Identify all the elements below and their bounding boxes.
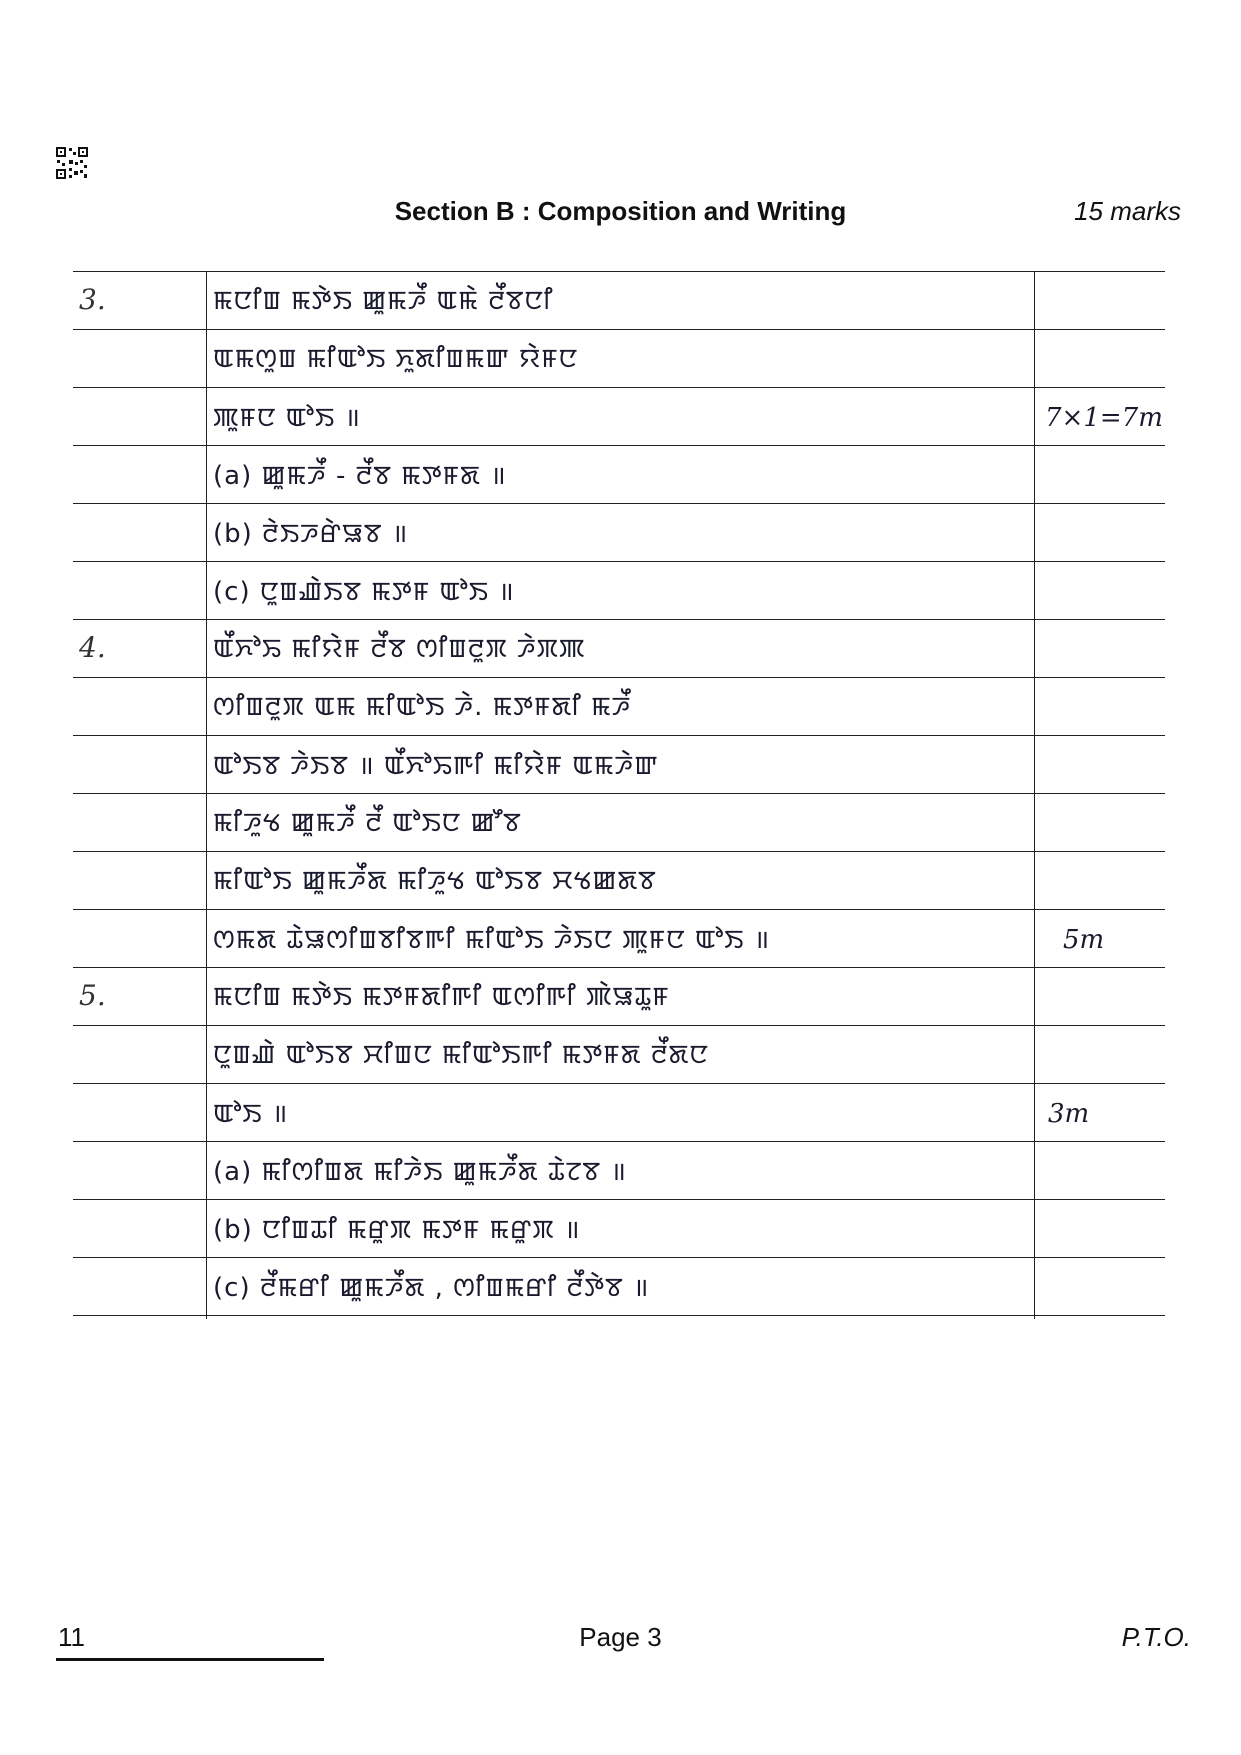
answer-line: (a) ꯃꯤꯁꯤꯡꯗ ꯃꯤꯍꯥꯏ ꯀꯨꯃꯍꯩꯗ ꯊꯥꯖꯕ ॥ bbox=[213, 1156, 627, 1187]
answer-sheet bbox=[73, 271, 1165, 1319]
answer-line: (b) ꯂꯥꯏꯍꯔꯥꯎꯕ ॥ bbox=[213, 518, 409, 549]
awarded-marks: 5m bbox=[1063, 925, 1105, 955]
qr-code-icon bbox=[55, 146, 89, 180]
awarded-marks: 7×1=7m bbox=[1045, 403, 1163, 433]
footer-rule bbox=[56, 1658, 324, 1661]
answer-line: (b) ꯅꯤꯡꯊꯤ ꯃꯔꯨꯞ ꯃꯇꯝ ꯃꯔꯨꯞ ॥ bbox=[213, 1214, 581, 1245]
question-number: 5. bbox=[79, 979, 106, 1012]
awarded-marks: 3m bbox=[1048, 1099, 1090, 1129]
pto-label: P.T.O. bbox=[1121, 1622, 1191, 1652]
answer-line: ꯑꯣꯏꯕ ꯍꯥꯏꯕ ॥ ꯑꯩꯈꯣꯢꯒꯤ ꯃꯤꯌꯥꯝ ꯑꯃꯍꯥꯛ bbox=[213, 750, 659, 781]
answer-line: (a) ꯀꯨꯃꯍꯩ - ꯂꯩꯕ ꯃꯇꯝꯗ ॥ bbox=[213, 460, 507, 491]
question-number: 3. bbox=[79, 283, 106, 316]
answer-line: (c) ꯅꯨꯡꯉꯥꯏꯕ ꯃꯇꯝ ꯑꯣꯏ ॥ bbox=[213, 576, 515, 607]
answer-line: ꯅꯨꯡꯉꯥ ꯑꯣꯏꯕ ꯆꯤꯡꯅ ꯃꯤꯑꯣꯏꯒꯤ ꯃꯇꯝꯗ ꯂꯩꯗꯅ bbox=[213, 1040, 709, 1070]
answer-line: ꯁꯃꯗ ꯊꯥꯎꯁꯤꯡꯕꯤꯕꯒꯤ ꯃꯤꯑꯣꯏ ꯍꯥꯏꯅ ꯄꯨꯝꯅ ꯑꯣꯏ ॥ bbox=[213, 924, 771, 955]
paper-code: 11 bbox=[58, 1622, 85, 1652]
answer-line: ꯑꯣꯏ ॥ bbox=[213, 1098, 289, 1129]
answer-line: ꯃꯤꯑꯣꯏ ꯀꯨꯃꯍꯩꯗ ꯃꯤꯍꯨꯠ ꯑꯣꯏꯕ ꯆꯠꯀꯗꯕ bbox=[213, 866, 657, 896]
answer-line: ꯃꯅꯤꯡ ꯃꯇꯥꯏ ꯃꯇꯝꯗꯤꯒꯤ ꯑꯁꯤꯒꯤ ꯄꯥꯎꯊꯨꯝ bbox=[213, 982, 670, 1012]
answer-line: (c) ꯂꯩꯃꯔꯤ ꯀꯨꯃꯍꯩꯗ , ꯁꯤꯡꯃꯔꯤ ꯂꯩꯇꯥꯕ ॥ bbox=[213, 1272, 650, 1303]
answer-line: ꯑꯩꯈꯣꯢ ꯃꯤꯌꯥꯝ ꯂꯩꯕ ꯁꯤꯡꯂꯨꯞ ꯍꯥꯞꯄ bbox=[213, 634, 586, 664]
question-number: 4. bbox=[79, 631, 106, 664]
answer-line: ꯃꯤꯍꯨꯠ ꯀꯨꯃꯍꯩ ꯂꯩ ꯑꯣꯏꯅ ꯀꯧꯕ bbox=[213, 808, 522, 838]
answer-line: ꯑꯃꯁꯨꯡ ꯃꯤꯑꯣꯏ ꯈꯨꯗꯤꯡꯃꯛ ꯌꯥꯝꯅ bbox=[213, 344, 579, 374]
marks-total: 15 marks bbox=[1074, 196, 1181, 226]
answer-line: ꯁꯤꯡꯂꯨꯞ ꯑꯃ ꯃꯤꯑꯣꯏ ꯍꯥ. ꯃꯇꯝꯗꯤ ꯃꯍꯩ bbox=[213, 692, 632, 722]
page-number: Page 3 bbox=[579, 1622, 662, 1652]
answer-line: ꯄꯨꯝꯅ ꯑꯣꯏ ॥ bbox=[213, 402, 361, 433]
section-title: Section B : Composition and Writing bbox=[394, 196, 847, 226]
answer-line: ꯃꯅꯤꯡ ꯃꯇꯥꯏ ꯀꯨꯃꯍꯩ ꯑꯃꯥ ꯂꯩꯕꯅꯤ bbox=[213, 286, 554, 316]
